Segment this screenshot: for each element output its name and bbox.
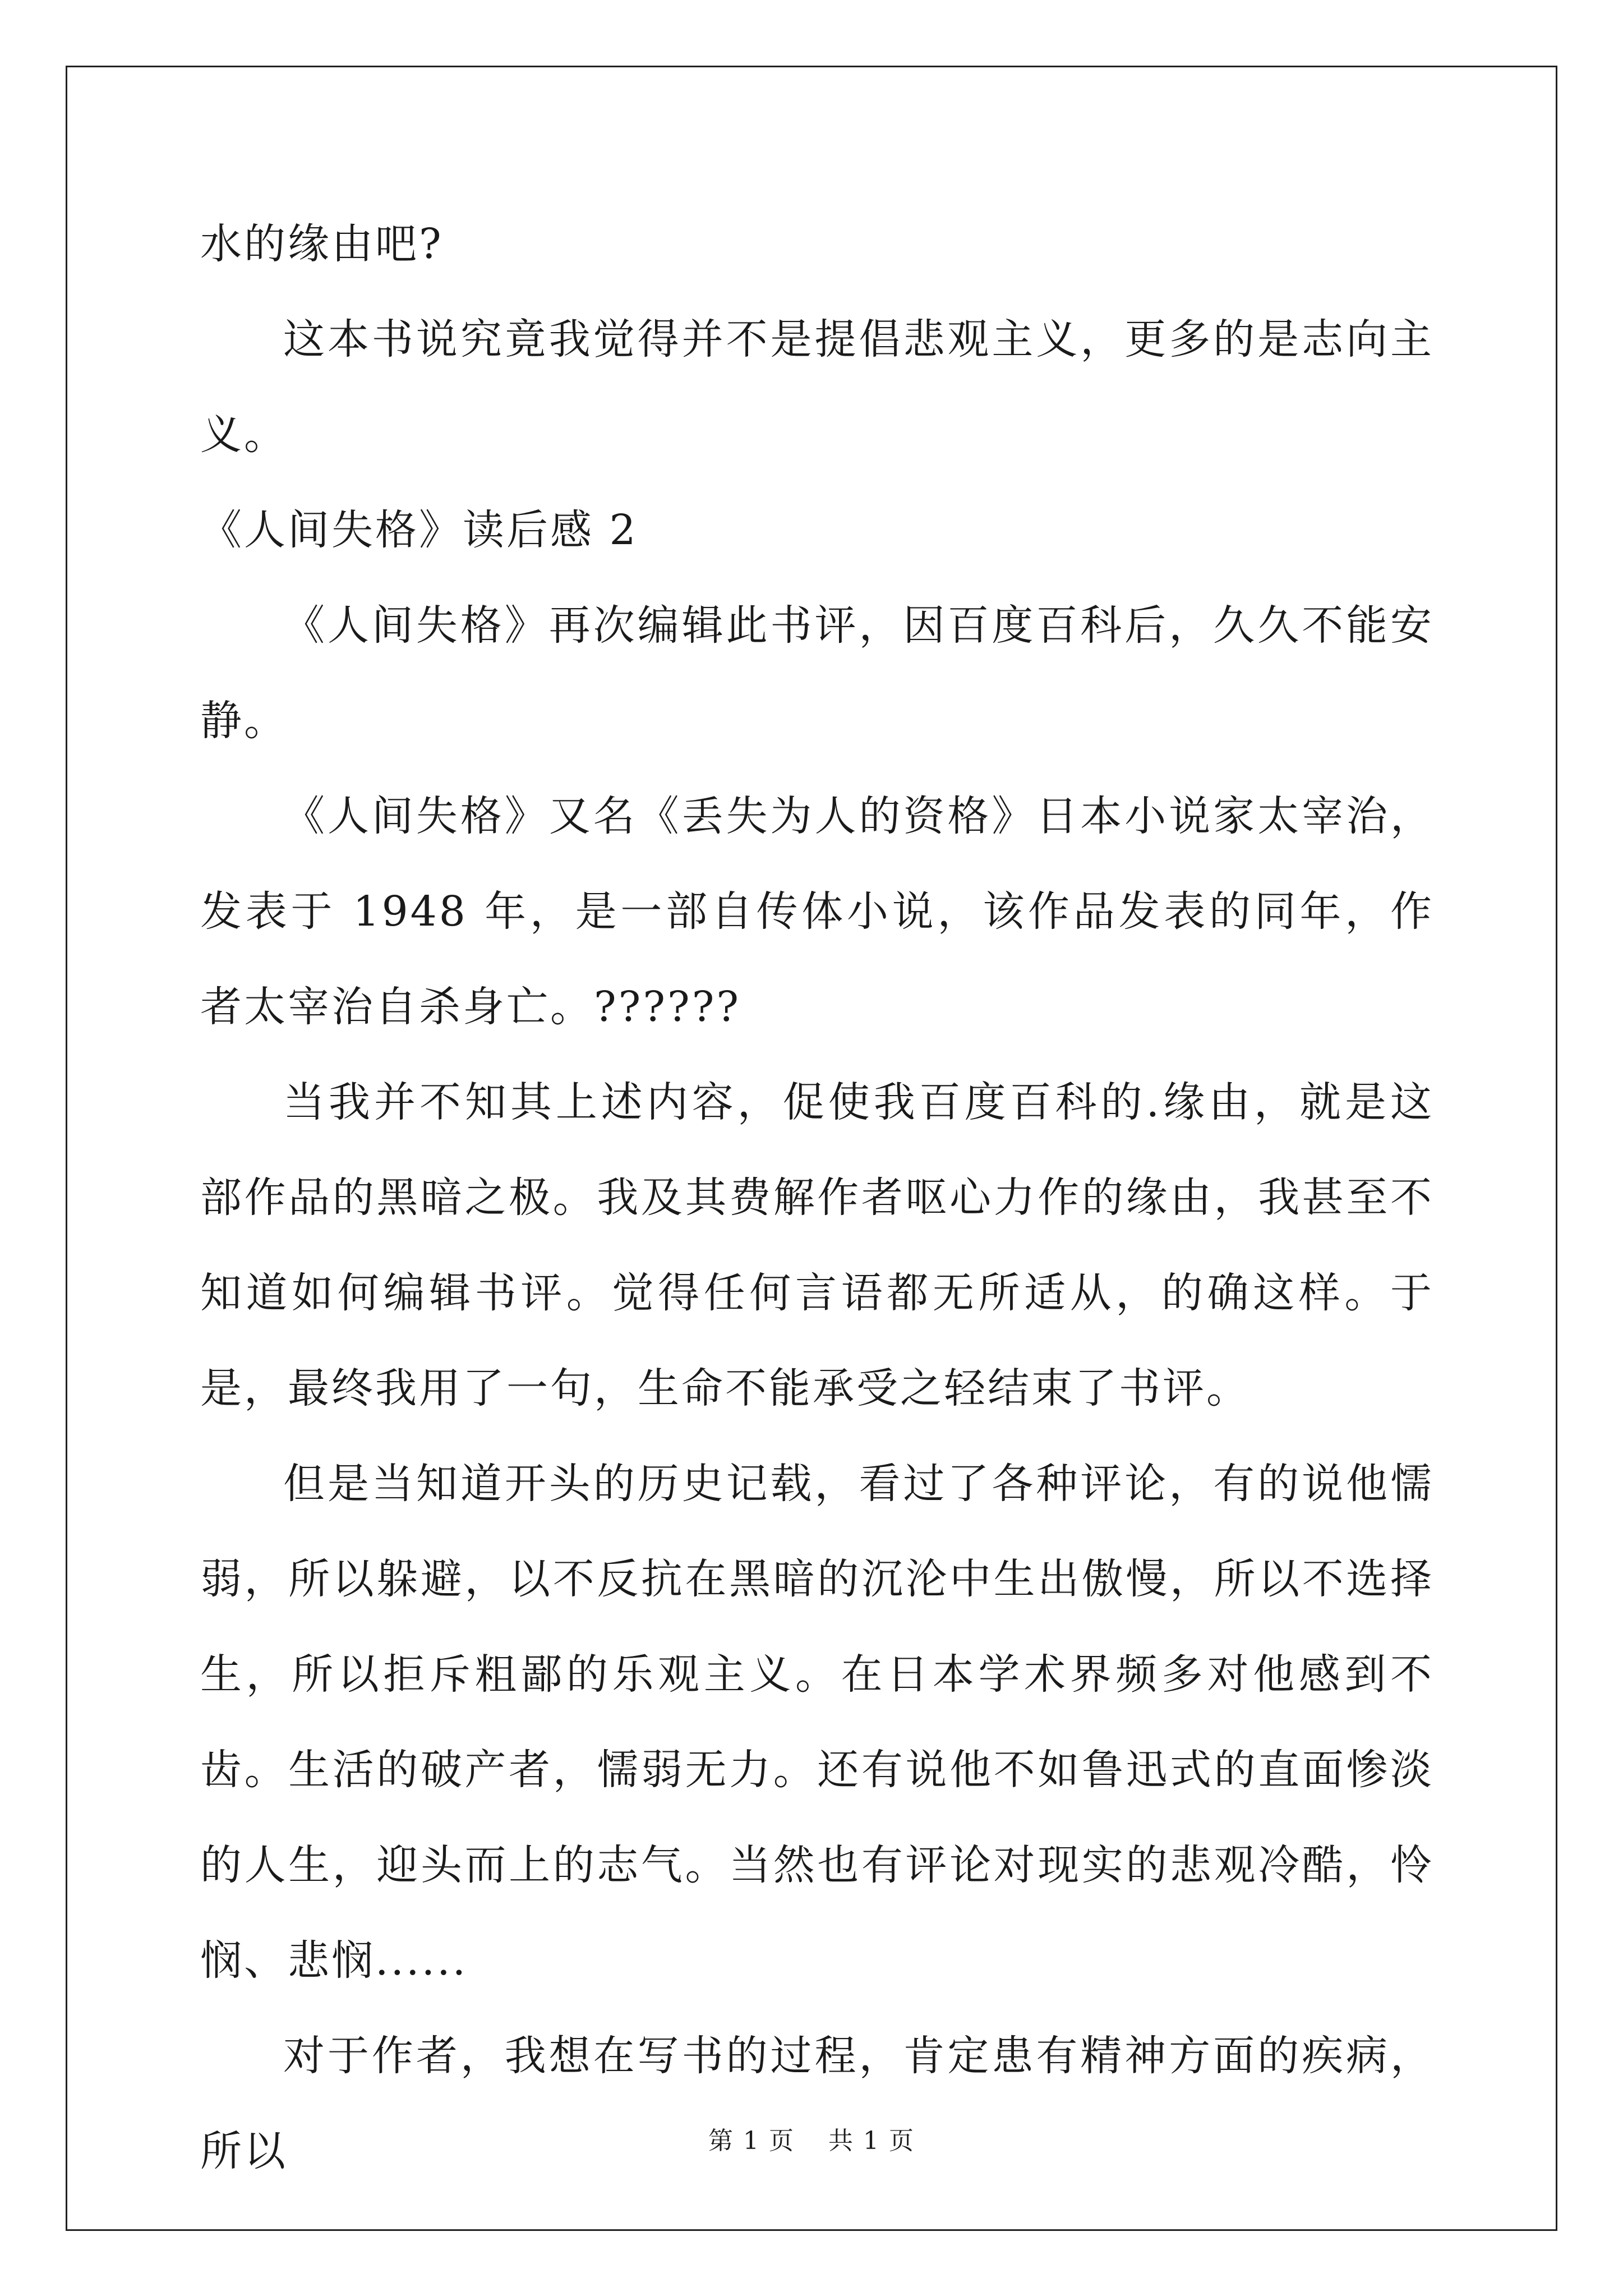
paragraph: 《人间失格》再次编辑此书评，因百度百科后，久久不能安静。 xyxy=(200,601,1434,745)
paragraph: 这本书说究竟我觉得并不是提倡悲观主义，更多的是志向主义。 xyxy=(200,315,1434,459)
section-heading: 《人间失格》读后感 2 xyxy=(200,506,638,554)
paragraph: 《人间失格》又名《丢失为人的资格》日本小说家太宰治，发表于 1948 年，是一部自传体小说，该作品发表的同年，作者太宰治自杀身亡。?????? xyxy=(200,792,1434,1031)
paragraph: 但是当知道开头的历史记载，看过了各种评论，有的说他懦弱，所以躲避，以不反抗在黑暗的沉沦中生出傲慢，所以不选择生，所以拒斥粗鄙的乐观主义。在日本学术界频多对他感到不齿。生活的破产者，懦弱无力。还有说他不如鲁迅式的直面惨淡的人生，迎头而上的志气。当然也有评论对现实的悲观冷酷，怜悯、悲悯...... xyxy=(200,1460,1434,1985)
page-footer xyxy=(0,2120,1623,2156)
paragraph: 当我并不知其上述内容，促使我百度百科的.缘由，就是这部作品的黑暗之极。我及其费解作者呕心力作的缘由，我甚至不知道如何编辑书评。觉得任何言语都无所适从，的确这样。于是，最终我用了一句，生命不能承受之轻结束了书评。 xyxy=(200,1078,1434,1412)
document-body xyxy=(200,196,1434,2199)
page-number: 第 1 页 xyxy=(708,2127,795,2155)
paragraph: 对于作者，我想在写书的过程，肯定患有精神方面的疾病，所以 xyxy=(200,2032,1434,2175)
page-total: 共 1 页 xyxy=(828,2127,915,2155)
paragraph: 水的缘由吧? xyxy=(200,220,444,268)
